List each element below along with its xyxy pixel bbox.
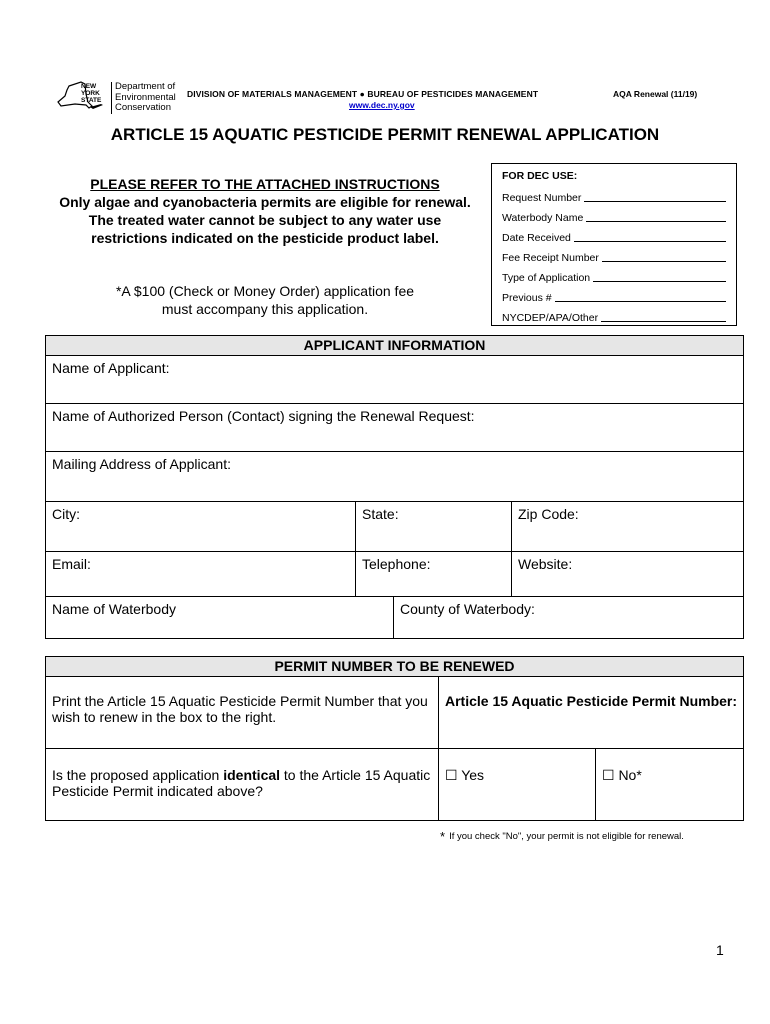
eligibility-text: Only algae and cyanobacteria permits are eligible for renewal. The treated water cannot be subject to any water use restrictions indicated on the pesticide product label. — [59, 194, 471, 246]
no-checkbox[interactable]: ☐ No* — [596, 749, 744, 821]
authorized-contact-field[interactable]: Name of Authorized Person (Contact) signing the Renewal Request: — [46, 404, 744, 452]
website-field[interactable]: Website: — [512, 552, 744, 597]
identical-question: Is the proposed application identical to the Article 15 Aquatic Pesticide Permit indicated above? — [46, 749, 439, 821]
nysdec-logo — [55, 80, 180, 116]
logo-divider — [111, 82, 112, 114]
dec-field-waterbody-name[interactable]: Waterbody Name — [502, 204, 726, 224]
applicant-information-table — [45, 335, 744, 639]
permit-number-field[interactable]: Article 15 Aquatic Pesticide Permit Number: — [439, 677, 744, 749]
logo-department-text: Department of Environmental Conservation — [115, 81, 176, 113]
telephone-field[interactable]: Telephone: — [356, 552, 512, 597]
permit-section-header: PERMIT NUMBER TO BE RENEWED — [46, 657, 744, 677]
mailing-address-field[interactable]: Mailing Address of Applicant: — [46, 452, 744, 502]
form-code: AQA Renewal (11/19) — [613, 89, 698, 99]
email-field[interactable]: Email: — [46, 552, 356, 597]
applicant-name-field[interactable]: Name of Applicant: — [46, 356, 744, 404]
county-of-waterbody-field[interactable]: County of Waterbody: — [394, 597, 744, 639]
dec-field-date-received[interactable]: Date Received — [502, 224, 726, 244]
zip-code-field[interactable]: Zip Code: — [512, 502, 744, 552]
fee-notice: *A $100 (Check or Money Order) application fee must accompany this application. — [115, 283, 415, 317]
refer-instructions: PLEASE REFER TO THE ATTACHED INSTRUCTIONS — [90, 176, 440, 192]
page-title: ARTICLE 15 AQUATIC PESTICIDE PERMIT RENEWAL APPLICATION — [110, 125, 660, 144]
instructions-block — [55, 175, 475, 247]
page-number: 1 — [716, 942, 724, 958]
division-line: DIVISION OF MATERIALS MANAGEMENT ● BUREAU OF PESTICIDES MANAGEMENT — [187, 89, 539, 99]
footnote: * If you check "No", your permit is not eligible for renewal. — [440, 829, 684, 844]
dec-use-title: FOR DEC USE: — [502, 170, 578, 182]
dec-use-box — [491, 163, 737, 326]
dec-field-request-number[interactable]: Request Number — [502, 184, 726, 204]
applicant-section-header: APPLICANT INFORMATION — [46, 336, 744, 356]
city-field[interactable]: City: — [46, 502, 356, 552]
yes-checkbox[interactable]: ☐ Yes — [439, 749, 596, 821]
logo-state-text: NEW YORK STATE — [81, 83, 102, 104]
dec-field-nycdep-apa-other[interactable]: NYCDEP/APA/Other — [502, 304, 726, 324]
state-field[interactable]: State: — [356, 502, 512, 552]
dec-field-type-of-application[interactable]: Type of Application — [502, 264, 726, 284]
waterbody-name-field[interactable]: Name of Waterbody — [46, 597, 394, 639]
dec-field-fee-receipt[interactable]: Fee Receipt Number — [502, 244, 726, 264]
dec-field-previous[interactable]: Previous # — [502, 284, 726, 304]
dec-website-link[interactable]: www.dec.ny.gov — [349, 100, 415, 110]
print-permit-instruction: Print the Article 15 Aquatic Pesticide Permit Number that you wish to renew in the box to the right. — [46, 677, 439, 749]
permit-renewal-table — [45, 656, 744, 821]
